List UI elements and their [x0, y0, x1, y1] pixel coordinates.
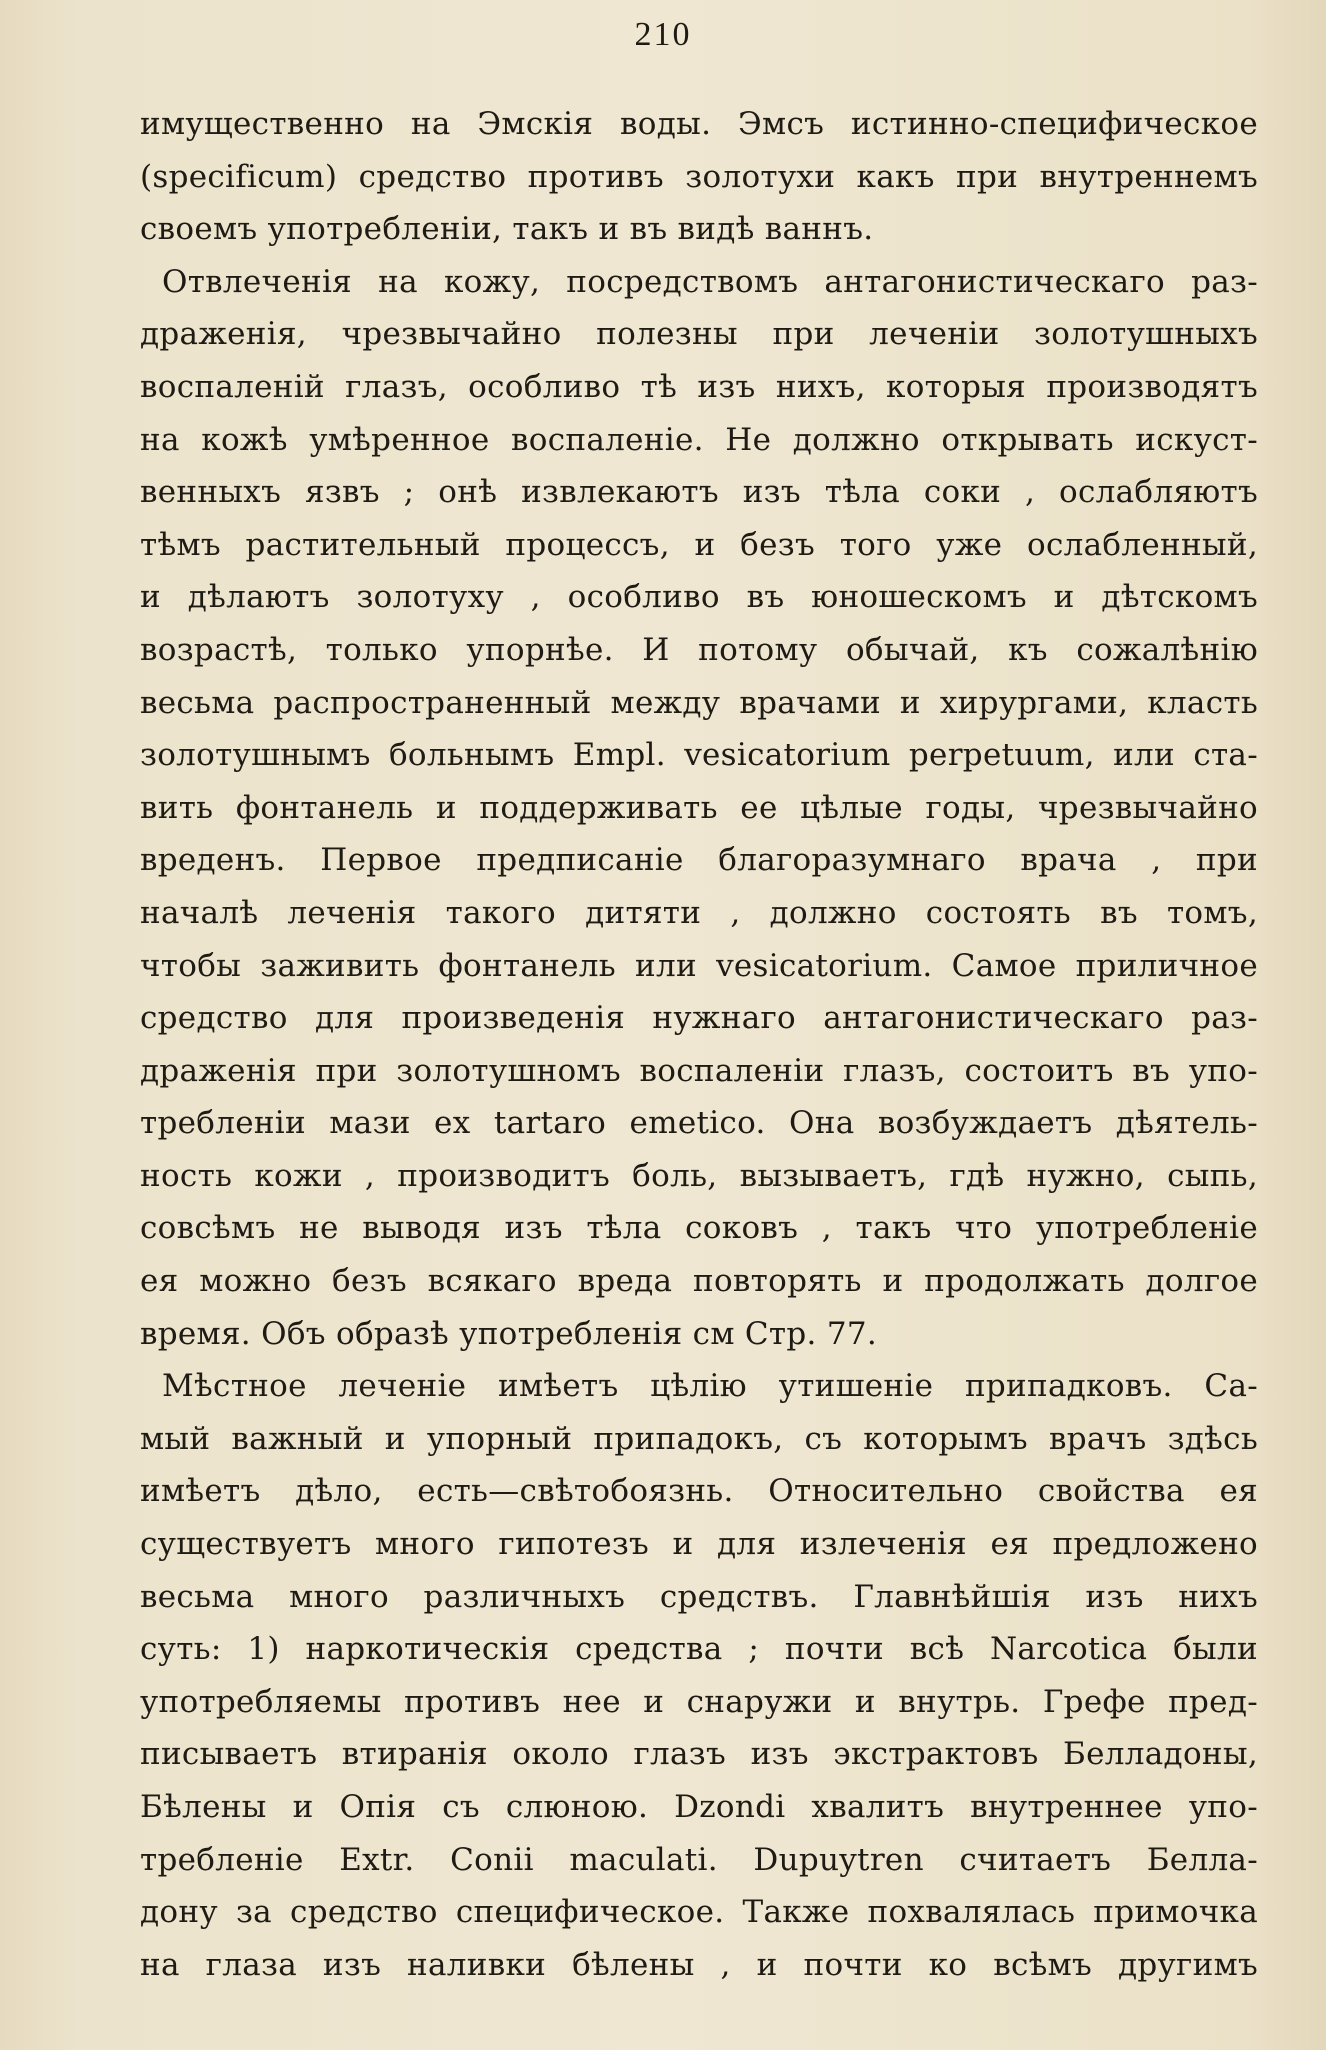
text-line: возрастѣ, только упорнѣе. И потому обычай, къ сожалѣнію	[140, 631, 1258, 668]
text-line: писываетъ втиранія около глазъ изъ экстрактовъ Белладоны,	[140, 1736, 1258, 1773]
text-line: тѣмъ растительный процессъ, и безъ того уже ослабленный,	[140, 526, 1258, 563]
text-line: ея можно безъ всякаго вреда повторять и продолжать долгое	[140, 1263, 1258, 1300]
text-line: на глаза изъ наливки бѣлены , и почти ко всѣмъ другимъ	[140, 1946, 1258, 1983]
body-text	[140, 98, 1258, 1991]
text-line: на кожѣ умѣренное воспаленіе. Не должно открывать искуст-	[140, 421, 1258, 458]
text-line: своемъ употребленіи, такъ и въ видѣ ваннъ.	[140, 211, 874, 248]
text-line: воспаленій глазъ, особливо тѣ изъ нихъ, которыя производятъ	[140, 368, 1258, 405]
text-line: вить фонтанель и поддерживать ее цѣлые годы, чрезвычайно	[140, 789, 1258, 826]
text-line: венныхъ язвъ ; онѣ извлекаютъ изъ тѣла соки , ослабляютъ	[140, 474, 1258, 511]
text-line: мый важный и упорный припадокъ, съ которымъ врачъ здѣсь	[140, 1420, 1258, 1457]
paragraph	[140, 1360, 1258, 1991]
paragraph	[140, 98, 1258, 256]
text-line: вреденъ. Первое предписаніе благоразумнаго врача , при	[140, 842, 1258, 879]
text-line: Отвлеченія на кожу, посредствомъ антагонистическаго раз-	[162, 263, 1258, 300]
text-line: золотушнымъ больнымъ Empl. vesicatorium perpetuum, или ста-	[140, 737, 1258, 774]
text-line: началѣ леченія такого дитяти , должно состоять въ томъ,	[140, 894, 1258, 931]
text-line: имѣетъ дѣло, есть—свѣтобоязнь. Относительно свойства ея	[140, 1473, 1258, 1510]
text-line: совсѣмъ не выводя изъ тѣла соковъ , такъ что употребленіе	[140, 1210, 1258, 1247]
text-line: весьма много различныхъ средствъ. Главнѣйшія изъ нихъ	[140, 1578, 1258, 1615]
text-line: требленіи мази ex tartaro emetico. Она возбуждаетъ дѣятель-	[140, 1105, 1258, 1142]
text-line: дону за средство специфическое. Также похвалялась примочка	[140, 1894, 1258, 1931]
text-line: суть: 1) наркотическія средства ; почти всѣ Narcotica были	[140, 1631, 1258, 1668]
text-line: имущественно на Эмскія воды. Эмсъ истинно-специфическое	[140, 106, 1258, 142]
text-line: существуетъ много гипотезъ и для излеченія ея предложено	[140, 1526, 1258, 1563]
text-line: ность кожи , производитъ боль, вызываетъ, гдѣ нужно, сыпь,	[140, 1157, 1258, 1194]
text-line: требленіе Extr. Conii maculati. Dupuytren считаетъ Белла-	[140, 1841, 1258, 1878]
text-line: весьма распространенный между врачами и хирургами, класть	[140, 684, 1258, 721]
text-line: и дѣлаютъ золотуху , особливо въ юношескомъ и дѣтскомъ	[140, 579, 1258, 616]
paragraph	[140, 256, 1258, 1360]
text-line: Мѣстное леченіе имѣетъ цѣлію утишеніе припадковъ. Са-	[162, 1368, 1258, 1405]
text-line: Бѣлены и Опія съ слюною. Dzondi хвалитъ внутреннее упо-	[140, 1789, 1258, 1825]
text-line: употребляемы противъ нее и снаружи и внутрь. Грефе пред-	[140, 1683, 1258, 1720]
text-line: чтобы заживить фонтанель или vesicatorium. Самое приличное	[140, 947, 1258, 984]
text-line: средство для произведенія нужнаго антагонистическаго раз-	[140, 1000, 1258, 1037]
text-line: время. Объ образѣ употребленія см Стр. 77.	[140, 1315, 878, 1352]
text-line: драженія, чрезвычайно полезны при леченіи золотушныхъ	[140, 316, 1258, 353]
text-line: (specificum) средство противъ золотухи какъ при внутреннемъ	[140, 158, 1258, 195]
page-number: 210	[634, 16, 692, 53]
text-line: драженія при золотушномъ воспаленіи глазъ, состоитъ въ упо-	[140, 1052, 1258, 1089]
